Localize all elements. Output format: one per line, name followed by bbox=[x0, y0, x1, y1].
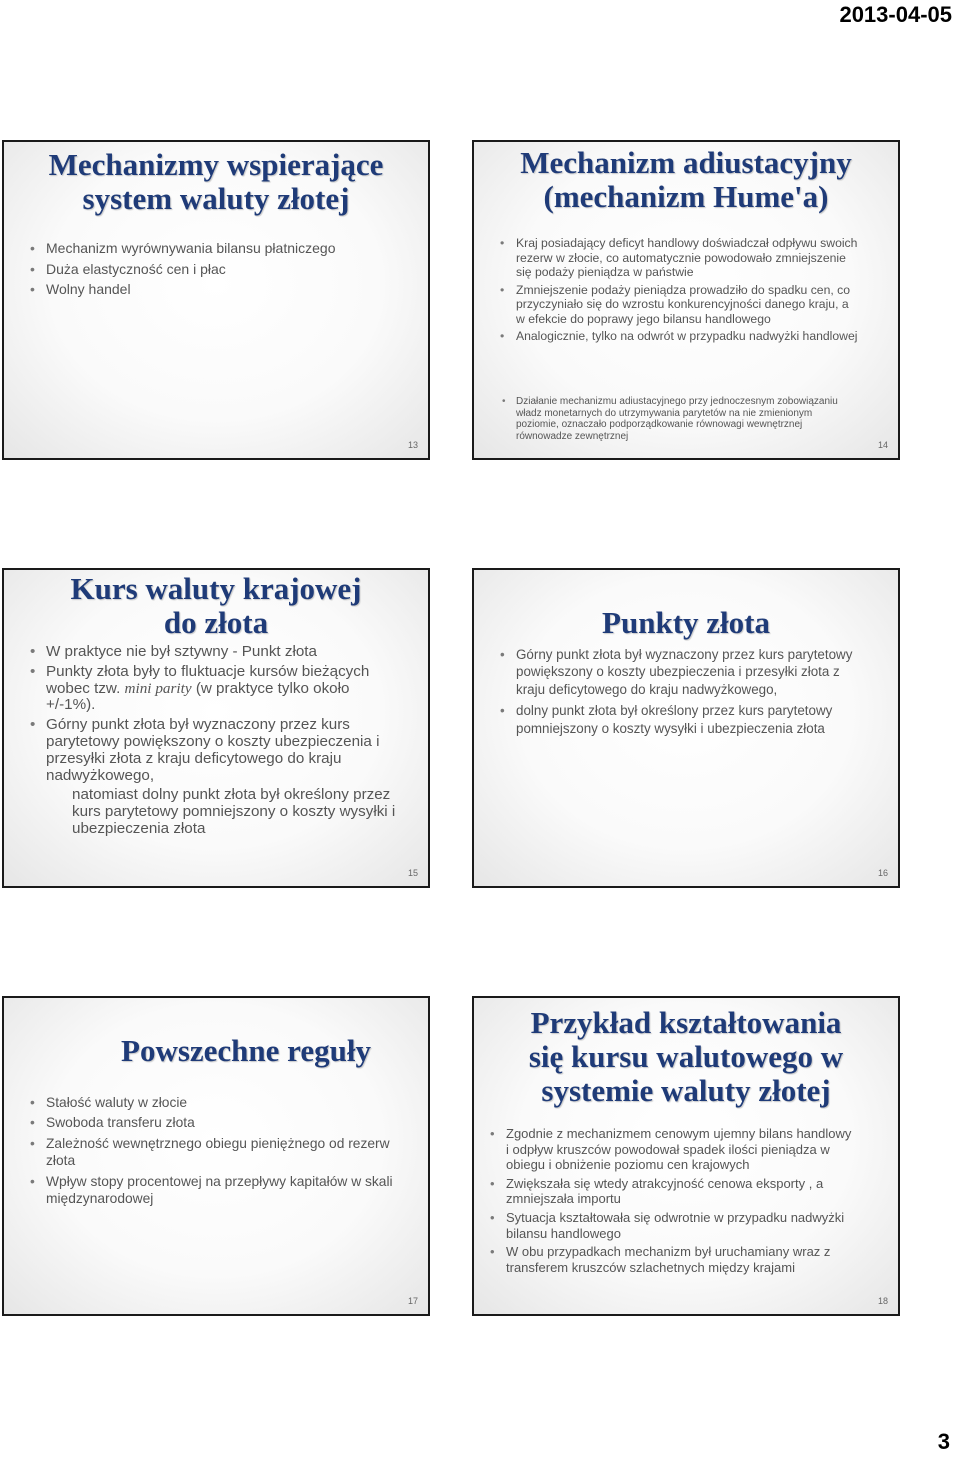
bullet-list bbox=[490, 1126, 854, 1275]
bullet-text: Wpływ stopy procentowej na przepływy kapitałów w skali międzynarodowej bbox=[46, 1173, 393, 1207]
bullet-list bbox=[30, 1094, 406, 1207]
slide-title-line: Mechanizm adiustacyjny bbox=[520, 145, 852, 180]
slide-title bbox=[4, 148, 428, 216]
list-item bbox=[500, 329, 858, 344]
bullet-text: Duża elastyczność cen i płac bbox=[46, 260, 226, 277]
slide-title-line: Kurs waluty krajowej bbox=[70, 571, 362, 606]
bullet-icon: • bbox=[490, 1244, 495, 1260]
slide-title-line: do złota bbox=[163, 605, 269, 640]
bullet-icon: • bbox=[500, 282, 505, 297]
slide-number: 16 bbox=[877, 868, 888, 878]
slide-number: 15 bbox=[407, 868, 418, 878]
bullet-icon: • bbox=[30, 1173, 35, 1189]
slide-14 bbox=[472, 140, 900, 460]
slide-title-line: się kursu walutowego w bbox=[528, 1039, 844, 1074]
bullet-text: Punkty złota były to fluktuacje kursów bieżących wobec tzw. bbox=[46, 662, 370, 697]
bullet-icon: • bbox=[502, 396, 506, 407]
slide-title bbox=[474, 1006, 898, 1108]
slide-title bbox=[4, 1034, 428, 1068]
slide-number: 14 bbox=[877, 440, 888, 450]
list-item bbox=[490, 1210, 854, 1241]
bullet-text: Zależność wewnętrznego obiegu pieniężnego od rezerw złota bbox=[46, 1135, 390, 1169]
bullet-text: (w praktyce tylko około +/-1%). bbox=[46, 679, 350, 714]
bullet-list bbox=[500, 236, 858, 344]
slide-title bbox=[474, 146, 898, 214]
list-item bbox=[30, 1094, 406, 1111]
slide-17 bbox=[2, 996, 430, 1316]
bullet-list bbox=[500, 646, 866, 737]
bullet-text: Zwiększała się wtedy atrakcyjność cenowa eksporty , a zmniejszała importu bbox=[506, 1175, 824, 1207]
slide-number: 18 bbox=[877, 1296, 888, 1306]
slide-note bbox=[502, 396, 856, 442]
list-item bbox=[500, 283, 858, 327]
slide-title bbox=[4, 572, 428, 640]
slide-title-line: (mechanizm Hume'a) bbox=[543, 179, 829, 214]
list-item bbox=[500, 702, 866, 737]
bullet-text: Swoboda transferu złota bbox=[46, 1115, 195, 1131]
list-item bbox=[30, 1114, 406, 1131]
bullet-icon: • bbox=[490, 1175, 495, 1191]
list-item bbox=[500, 646, 866, 698]
note-text: Działanie mechanizmu adiustacyjnego przy jednoczesnym zobowiązaniu władz monetarnych do utrzymywania parytetów na nie zmienionym poziomie, oznaczało podporządkowanie równowagi wewnętrznej równowadze zewnętrznej bbox=[516, 396, 838, 442]
slide-title bbox=[474, 606, 898, 640]
bullet-icon: • bbox=[500, 703, 505, 719]
bullet-text: dolny punkt złota był określony przez kurs parytetowy pomniejszony o koszty wysyłki i ubezpieczenia złota bbox=[516, 703, 833, 736]
bullet-text: Analogicznie, tylko na odwrót w przypadku nadwyżki handlowej bbox=[516, 329, 858, 343]
list-item bbox=[30, 1173, 406, 1208]
bullet-text: W praktyce nie był sztywny - Punkt złota bbox=[46, 643, 317, 660]
slide-title-line: Przykład kształtowania bbox=[530, 1005, 842, 1040]
mini-parity-term: mini parity bbox=[124, 679, 192, 697]
list-item bbox=[490, 1176, 854, 1207]
slide-number: 17 bbox=[407, 1296, 418, 1306]
list-item bbox=[30, 279, 408, 300]
bullet-icon: • bbox=[30, 1135, 35, 1151]
bullet-text: Mechanizm wyrównywania bilansu płatniczego bbox=[46, 240, 336, 256]
bullet-icon: • bbox=[30, 240, 35, 256]
list-item bbox=[490, 1244, 854, 1275]
slide-number: 13 bbox=[407, 440, 418, 450]
page-number: 3 bbox=[937, 1429, 950, 1454]
bullet-icon: • bbox=[30, 643, 36, 660]
list-item bbox=[30, 664, 400, 714]
bullet-text: Wolny handel bbox=[46, 281, 131, 297]
bullet-icon: • bbox=[490, 1209, 495, 1225]
bullet-text: Stałość waluty w złocie bbox=[46, 1095, 188, 1110]
bullet-icon: • bbox=[30, 1115, 35, 1131]
slide-15 bbox=[2, 568, 430, 888]
bullet-icon: • bbox=[500, 329, 505, 343]
bullet-text: Zmniejszenie podaży pieniądza prowadziło do spadku cen, co przyczyniało się do wzrostu konkurencyjności danego kraju, a w efekcie do poprawy jego bilansu handlowego bbox=[516, 282, 851, 326]
bullet-icon: • bbox=[30, 281, 35, 297]
bullet-icon: • bbox=[30, 260, 35, 277]
bullet-text: Sytuacja kształtowała się odwrotnie w przypadku nadwyżki bilansu handlowego bbox=[506, 1209, 845, 1241]
bullet-icon: • bbox=[30, 662, 36, 680]
bullet-text: Zgodnie z mechanizmem cenowym ujemny bilans handlowy i odpływ kruszców powodował spadek ilości pieniądza w obiegu i obniżenie poziomu cen krajowych bbox=[506, 1126, 852, 1173]
list-item bbox=[500, 236, 858, 280]
bullet-list bbox=[30, 644, 400, 838]
bullet-continuation: natomiast dolny punkt złota był określony przez kurs parytetowy pomniejszony o koszty wysyłki i ubezpieczenia złota bbox=[72, 786, 396, 837]
slide-title-line: system waluty złotej bbox=[82, 181, 350, 216]
list-item bbox=[30, 717, 400, 838]
bullet-icon: • bbox=[30, 1095, 35, 1110]
bullet-list bbox=[30, 238, 408, 300]
bullet-icon: • bbox=[500, 236, 505, 250]
slide-title-line: Powszechne reguły bbox=[121, 1033, 371, 1068]
slide-13 bbox=[2, 140, 430, 460]
bullet-icon: • bbox=[500, 647, 505, 662]
bullet-icon: • bbox=[30, 716, 36, 734]
bullet-icon: • bbox=[490, 1126, 495, 1141]
list-item bbox=[30, 1135, 406, 1170]
bullet-text: Kraj posiadający deficyt handlowy doświadczał odpływu swoich rezerw w złocie, co automatycznie powodowało zmniejszenie się podaży pieniądza w państwie bbox=[516, 236, 858, 279]
bullet-text: Górny punkt złota był wyznaczony przez kurs parytetowy powiększony o koszty ubezpieczenia i przesyłki złota z kraju deficytowego do kraju nadwyżkowego, bbox=[46, 716, 380, 784]
bullet-text: Górny punkt złota był wyznaczony przez kurs parytetowy powiększony o koszty ubezpieczenia i przesyłki złota z kraju deficytowego do kraju nadwyżkowego, bbox=[516, 647, 853, 697]
slide-title-line: Mechanizmy wspierające bbox=[48, 147, 384, 182]
slide-16 bbox=[472, 568, 900, 888]
list-item bbox=[30, 644, 400, 661]
slide-18 bbox=[472, 996, 900, 1316]
list-item bbox=[30, 238, 408, 259]
slide-title-line: Punkty złota bbox=[602, 605, 770, 640]
page-date: 2013-04-05 bbox=[839, 2, 952, 27]
slide-title-line: systemie waluty złotej bbox=[541, 1073, 831, 1108]
list-item bbox=[30, 259, 408, 280]
bullet-text: W obu przypadkach mechanizm był uruchamiany wraz z transferem kruszców szlachetnych między krajami bbox=[506, 1244, 831, 1275]
list-item bbox=[490, 1126, 854, 1173]
